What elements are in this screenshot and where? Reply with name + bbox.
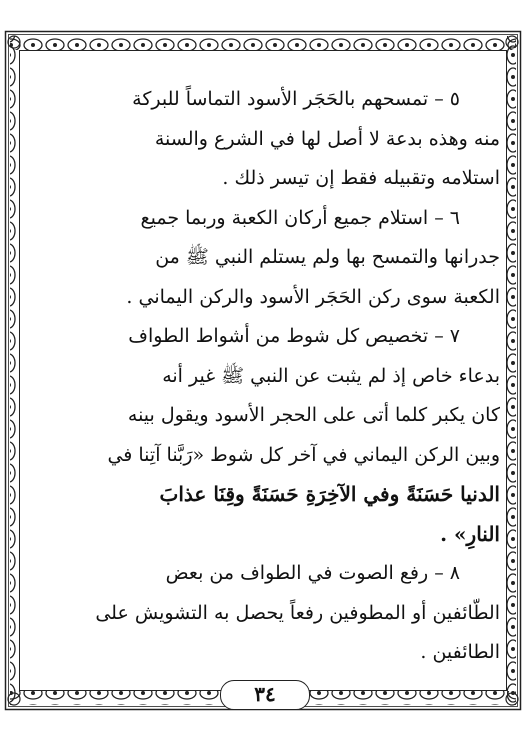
- text-line: ٨ – رفع الصوت في الطواف من بعض: [165, 562, 460, 584]
- text-line: ٥ – تمسحهم بالحَجَر الأسود التماساً للبركة: [132, 88, 460, 110]
- text-line: كان يكبر كلما أتى على الحجر الأسود ويقول بينه: [127, 404, 500, 426]
- text-line: ٧ – تخصيص كل شوط من أشواط الطواف: [128, 325, 460, 347]
- text-line: جدرانها والتمسح بها ولم يستلم النبي ﷺ من: [155, 246, 500, 268]
- page-number: ٣٤: [220, 680, 310, 710]
- text-line: بدعاء خاص إذ لم يثبت عن النبي ﷺ غير أنه: [162, 364, 500, 387]
- text-line: وبين الركن اليماني في آخر كل شوط «رَبَّنا آتِنا في: [107, 443, 500, 466]
- text-line: ٦ – استلام جميع أركان الكعبة وربما جميع: [140, 206, 460, 229]
- text-line: الكعبة سوى ركن الحَجَر الأسود والركن اليماني .: [126, 285, 500, 308]
- quoted-dua-line: النارِ» .: [440, 521, 500, 546]
- text-line: منه وهذه بدعة لا أصل لها في الشرع والسنة: [154, 127, 500, 150]
- text-line: استلامه وتقبيله فقط إن تيسر ذلك .: [222, 167, 500, 189]
- page-body-text: [24, 80, 500, 673]
- quoted-dua-line: الدنيا حَسَنَةً وفي الآخِرَةِ حَسَنَةً وقِنَا عذابَ: [159, 482, 500, 506]
- text-line: الطائفين .: [420, 641, 500, 663]
- text-line: الطّائفين أو المطوفين رفعاً يحصل به التشويش على: [95, 601, 500, 624]
